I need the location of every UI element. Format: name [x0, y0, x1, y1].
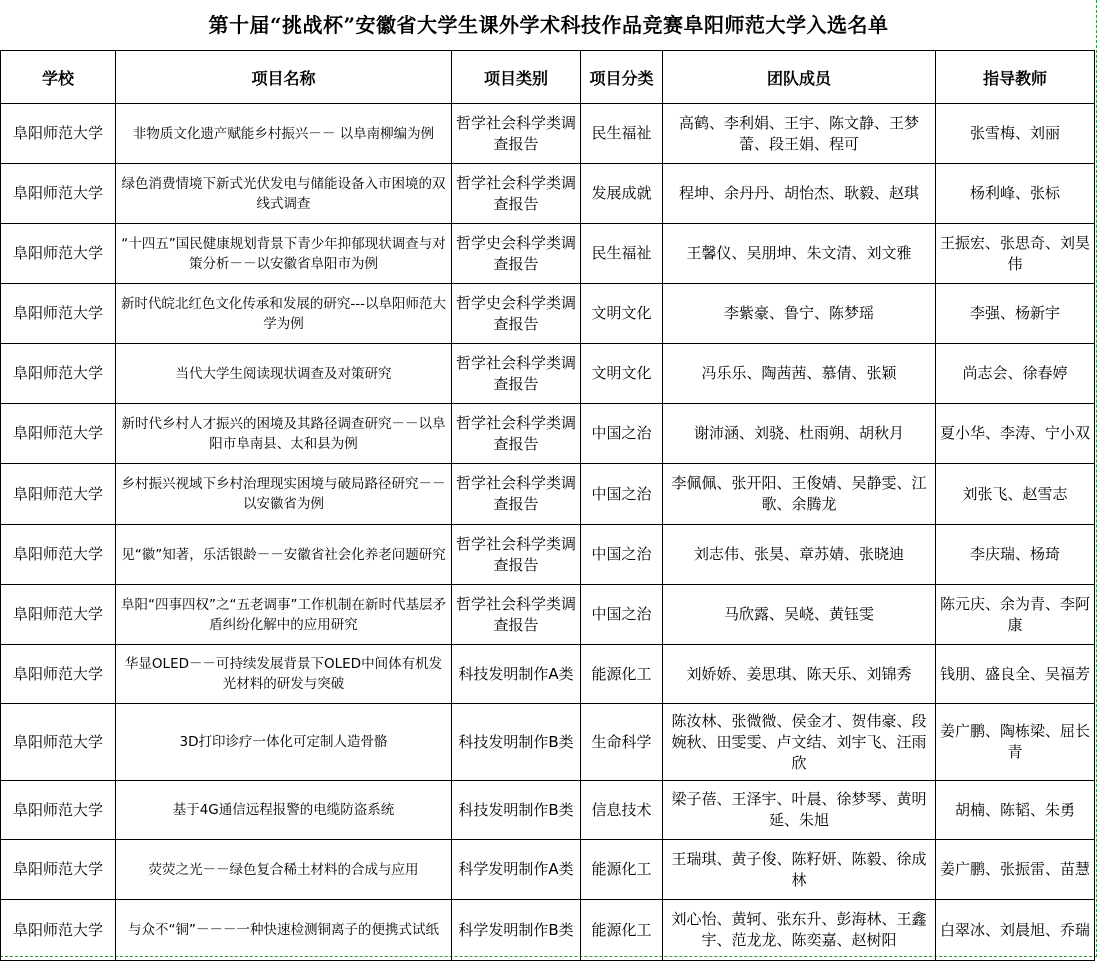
cell-team: 刘娇娇、姜思琪、陈天乐、刘锦秀	[663, 645, 936, 704]
cell-class: 中国之治	[581, 464, 663, 525]
cell-teacher: 尚志会、徐春婷	[936, 344, 1095, 404]
cell-category: 科学发明制作A类	[452, 840, 581, 900]
cell-project-name: 非物质文化遗产赋能乡村振兴－－ 以阜南柳编为例	[116, 104, 452, 164]
cell-class: 能源化工	[581, 645, 663, 704]
cell-project-name: “十四五”国民健康规划背景下青少年抑郁现状调查与对策分析－－以安徽省阜阳市为例	[116, 224, 452, 284]
cell-class: 文明文化	[581, 344, 663, 404]
cell-class: 能源化工	[581, 840, 663, 900]
cell-team: 梁子蓓、王泽宇、叶晨、徐梦琴、黄明延、朱旭	[663, 781, 936, 840]
cell-team: 刘心怡、黄轲、张东升、彭海林、王鑫宇、范龙龙、陈奕嘉、赵树阳	[663, 900, 936, 961]
cell-category: 哲学社会科学类调查报告	[452, 404, 581, 464]
cell-class: 发展成就	[581, 164, 663, 224]
cell-project-name: 乡村振兴视域下乡村治理现实困境与破局路径研究－－以安徽省为例	[116, 464, 452, 525]
cell-project-name: 新时代皖北红色文化传承和发展的研究---以阜阳师范大学为例	[116, 284, 452, 344]
table-row	[1, 900, 1095, 961]
cell-school: 阜阳师范大学	[1, 900, 116, 961]
header-project-category: 项目类别	[452, 51, 581, 104]
cell-school: 阜阳师范大学	[1, 104, 116, 164]
cell-category: 哲学社会科学类调查报告	[452, 164, 581, 224]
cell-school: 阜阳师范大学	[1, 464, 116, 525]
cell-category: 哲学社会科学类调查报告	[452, 464, 581, 525]
cell-school: 阜阳师范大学	[1, 704, 116, 781]
cell-teacher: 胡楠、陈韬、朱勇	[936, 781, 1095, 840]
cell-teacher: 刘张飞、赵雪志	[936, 464, 1095, 525]
cell-class: 信息技术	[581, 781, 663, 840]
table-row	[1, 585, 1095, 645]
selection-table	[0, 50, 1095, 961]
cell-teacher: 白翠冰、刘晨旭、乔瑞	[936, 900, 1095, 961]
header-project-class: 项目分类	[581, 51, 663, 104]
cell-team: 王瑞琪、黄子俊、陈籽妍、陈毅、徐成林	[663, 840, 936, 900]
cell-category: 科学发明制作B类	[452, 900, 581, 961]
table-row	[1, 781, 1095, 840]
table-row	[1, 645, 1095, 704]
header-school: 学校	[1, 51, 116, 104]
cell-class: 中国之治	[581, 525, 663, 585]
cell-school: 阜阳师范大学	[1, 840, 116, 900]
cell-category: 哲学史会科学类调查报告	[452, 284, 581, 344]
cell-team: 高鹤、李利娟、王宇、陈文静、王梦蕾、段王娟、程可	[663, 104, 936, 164]
cell-teacher: 杨利峰、张标	[936, 164, 1095, 224]
cell-team: 谢沛涵、刘骁、杜雨朔、胡秋月	[663, 404, 936, 464]
cell-team: 刘志伟、张昊、章苏婧、张晓迪	[663, 525, 936, 585]
cell-class: 能源化工	[581, 900, 663, 961]
table-row	[1, 344, 1095, 404]
cell-school: 阜阳师范大学	[1, 404, 116, 464]
cell-class: 民生福祉	[581, 104, 663, 164]
cell-teacher: 夏小华、李涛、宁小双	[936, 404, 1095, 464]
cell-project-name: 基于4G通信远程报警的电缆防盗系统	[116, 781, 452, 840]
cell-school: 阜阳师范大学	[1, 585, 116, 645]
table-row	[1, 284, 1095, 344]
header-team-members: 团队成员	[663, 51, 936, 104]
cell-category: 科技发明制作B类	[452, 704, 581, 781]
page-title: 第十届“挑战杯”安徽省大学生课外学术科技作品竞赛阜阳师范大学入选名单	[208, 13, 889, 37]
header-row	[1, 51, 1095, 104]
cell-class: 中国之治	[581, 404, 663, 464]
cell-team: 程坤、余丹丹、胡怡杰、耿毅、赵琪	[663, 164, 936, 224]
cell-school: 阜阳师范大学	[1, 344, 116, 404]
cell-project-name: 荧荧之光－－绿色复合稀土材料的合成与应用	[116, 840, 452, 900]
cell-project-name: 见“徽”知著，乐活银龄－－安徽省社会化养老问题研究	[116, 525, 452, 585]
cell-class: 生命科学	[581, 704, 663, 781]
table-row	[1, 704, 1095, 781]
cell-category: 哲学社会科学类调查报告	[452, 104, 581, 164]
cell-teacher: 钱朋、盛良全、吴福芳	[936, 645, 1095, 704]
cell-category: 科技发明制作B类	[452, 781, 581, 840]
table-row	[1, 404, 1095, 464]
cell-school: 阜阳师范大学	[1, 284, 116, 344]
cell-teacher: 李强、杨新宇	[936, 284, 1095, 344]
table-row	[1, 104, 1095, 164]
cell-project-name: 绿色消费情境下新式光伏发电与储能设备入市困境的双线式调查	[116, 164, 452, 224]
cell-team: 冯乐乐、陶茜茜、慕倩、张颖	[663, 344, 936, 404]
table-row	[1, 840, 1095, 900]
cell-team: 王馨仪、吴朋坤、朱文清、刘文雅	[663, 224, 936, 284]
cell-class: 文明文化	[581, 284, 663, 344]
cell-school: 阜阳师范大学	[1, 224, 116, 284]
table-row	[1, 164, 1095, 224]
cell-project-name: 与众不“铜”－－－一种快速检测铜离子的便携式试纸	[116, 900, 452, 961]
cell-category: 哲学社会科学类调查报告	[452, 344, 581, 404]
cell-class: 民生福祉	[581, 224, 663, 284]
header-project-name: 项目名称	[116, 51, 452, 104]
cell-category: 哲学社会科学类调查报告	[452, 585, 581, 645]
table-row	[1, 224, 1095, 284]
cell-project-name: 阜阳“四事四权”之“五老调事”工作机制在新时代基层矛盾纠纷化解中的应用研究	[116, 585, 452, 645]
cell-teacher: 李庆瑞、杨琦	[936, 525, 1095, 585]
cell-teacher: 陈元庆、余为青、李阿康	[936, 585, 1095, 645]
cell-project-name: 当代大学生阅读现状调查及对策研究	[116, 344, 452, 404]
cell-category: 科技发明制作A类	[452, 645, 581, 704]
cell-team: 陈汝林、张微微、侯金才、贺伟豪、段婉秋、田雯雯、卢文结、刘宇飞、汪雨欣	[663, 704, 936, 781]
cell-school: 阜阳师范大学	[1, 525, 116, 585]
table-row	[1, 464, 1095, 525]
table-row	[1, 525, 1095, 585]
header-advisor: 指导教师	[936, 51, 1095, 104]
cell-project-name: 新时代乡村人才振兴的困境及其路径调查研究－－以阜阳市阜南县、太和县为例	[116, 404, 452, 464]
cell-team: 李紫豪、鲁宁、陈梦瑶	[663, 284, 936, 344]
cell-class: 中国之治	[581, 585, 663, 645]
cell-project-name: 华显OLED－－可持续发展背景下OLED中间体有机发光材料的研发与突破	[116, 645, 452, 704]
cell-category: 哲学史会科学类调查报告	[452, 224, 581, 284]
cell-team: 马欣露、吴峣、黄钰雯	[663, 585, 936, 645]
cell-teacher: 王振宏、张思奇、刘昊伟	[936, 224, 1095, 284]
cell-teacher: 姜广鹏、张振雷、苗慧	[936, 840, 1095, 900]
cell-teacher: 姜广鹏、陶栋梁、屈长青	[936, 704, 1095, 781]
cell-team: 李佩佩、张开阳、王俊婧、吴静雯、江歌、余腾龙	[663, 464, 936, 525]
cell-project-name: 3D打印诊疗一体化可定制人造骨骼	[116, 704, 452, 781]
cell-school: 阜阳师范大学	[1, 164, 116, 224]
cell-category: 哲学社会科学类调查报告	[452, 525, 581, 585]
cell-school: 阜阳师范大学	[1, 645, 116, 704]
cell-teacher: 张雪梅、刘丽	[936, 104, 1095, 164]
cell-school: 阜阳师范大学	[1, 781, 116, 840]
